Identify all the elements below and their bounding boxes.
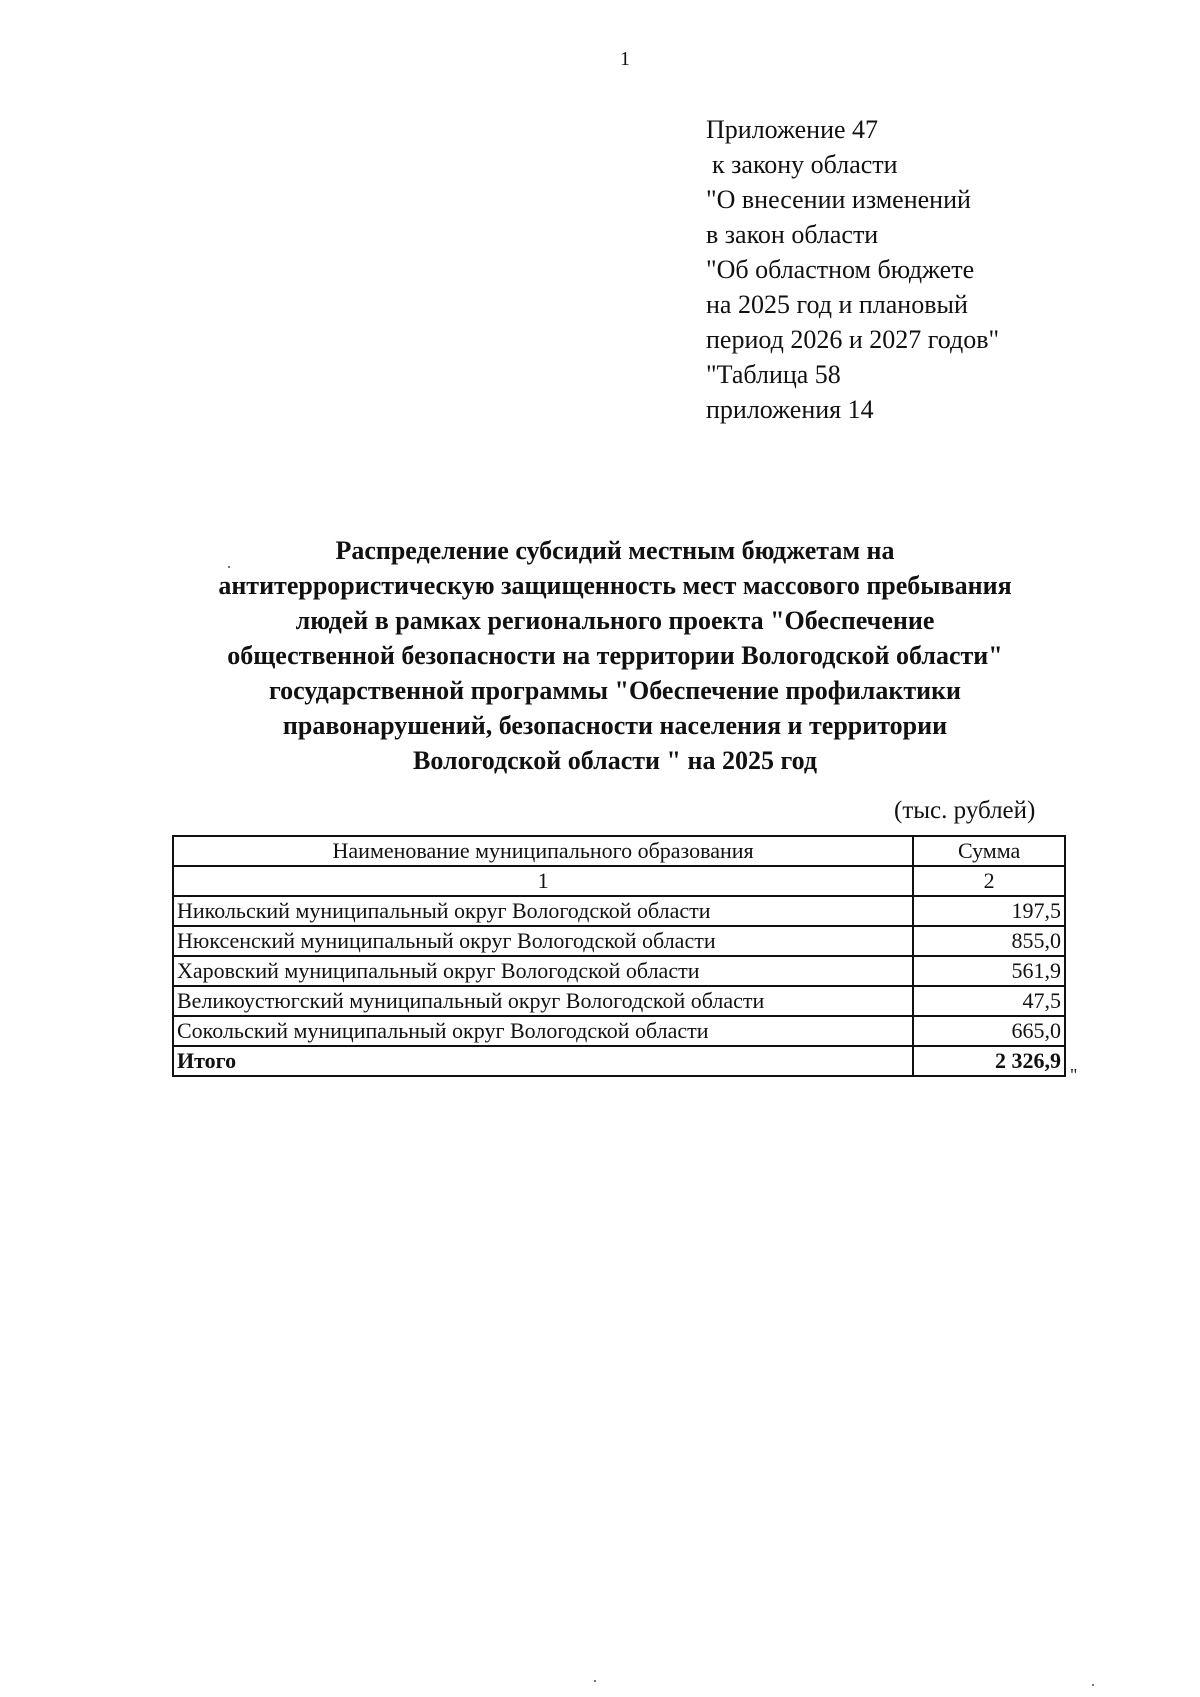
row-name: Сокольский муниципальный округ Вологодской области bbox=[173, 1016, 913, 1046]
table-row bbox=[173, 896, 1065, 926]
annex-line: к закону области bbox=[712, 150, 898, 179]
column-number-row bbox=[173, 866, 1065, 896]
total-sum: 2 326,9 bbox=[913, 1046, 1065, 1076]
annex-line: период 2026 и 2027 годов" bbox=[706, 325, 1000, 354]
row-sum: 665,0 bbox=[913, 1016, 1065, 1046]
table-row bbox=[173, 956, 1065, 986]
scan-speck bbox=[1092, 1684, 1094, 1686]
table-header-row bbox=[173, 836, 1065, 866]
annex-line: "Таблица 58 bbox=[706, 360, 841, 389]
scan-speck bbox=[594, 1680, 596, 1682]
header-sum: Сумма bbox=[913, 836, 1065, 866]
units-label: (тыс. рублей) bbox=[894, 797, 1036, 824]
table-row bbox=[173, 926, 1065, 956]
subsidy-table bbox=[172, 835, 1066, 1077]
annex-line: в закон области bbox=[706, 220, 879, 249]
row-name: Великоустюгский муниципальный округ Вологодской области bbox=[173, 986, 913, 1016]
closing-quote: " bbox=[1070, 1065, 1078, 1085]
row-name: Нюксенский муниципальный округ Вологодской области bbox=[173, 926, 913, 956]
annex-line: на 2025 год и плановый bbox=[706, 290, 968, 319]
annex-line: приложения 14 bbox=[706, 395, 874, 424]
row-sum: 197,5 bbox=[913, 896, 1065, 926]
row-name: Никольский муниципальный округ Вологодской области bbox=[173, 896, 913, 926]
annex-line: "Об областном бюджете bbox=[706, 255, 975, 284]
column-number-sum: 2 bbox=[913, 866, 1065, 896]
total-label: Итого bbox=[173, 1046, 913, 1076]
table-row bbox=[173, 986, 1065, 1016]
annex-line: "О внесении изменений bbox=[706, 185, 971, 214]
title-line: государственной программы "Обеспечение профилактики bbox=[268, 676, 962, 705]
title-line: Вологодской области " на 2025 год bbox=[412, 746, 817, 775]
title-line: Распределение субсидий местным бюджетам на bbox=[335, 536, 895, 565]
scan-speck bbox=[228, 566, 230, 568]
annex-line: Приложение 47 bbox=[706, 115, 879, 144]
title-line: антитеррористическую защищенность мест массового пребывания bbox=[218, 571, 1012, 600]
document-title bbox=[150, 533, 1080, 778]
total-row bbox=[173, 1046, 1065, 1076]
annex-block bbox=[706, 112, 999, 427]
row-sum: 561,9 bbox=[913, 956, 1065, 986]
row-sum: 47,5 bbox=[913, 986, 1065, 1016]
row-sum: 855,0 bbox=[913, 926, 1065, 956]
table-row bbox=[173, 1016, 1065, 1046]
column-number-name: 1 bbox=[173, 866, 913, 896]
title-line: правонарушений, безопасности населения и территории bbox=[282, 711, 948, 740]
title-line: общественной безопасности на территории Вологодской области" bbox=[227, 641, 1003, 670]
row-name: Харовский муниципальный округ Вологодской области bbox=[173, 956, 913, 986]
header-name: Наименование муниципального образования bbox=[173, 836, 913, 866]
page-number: 1 bbox=[620, 48, 630, 70]
title-line: людей в рамках регионального проекта "Обеспечение bbox=[295, 606, 935, 635]
